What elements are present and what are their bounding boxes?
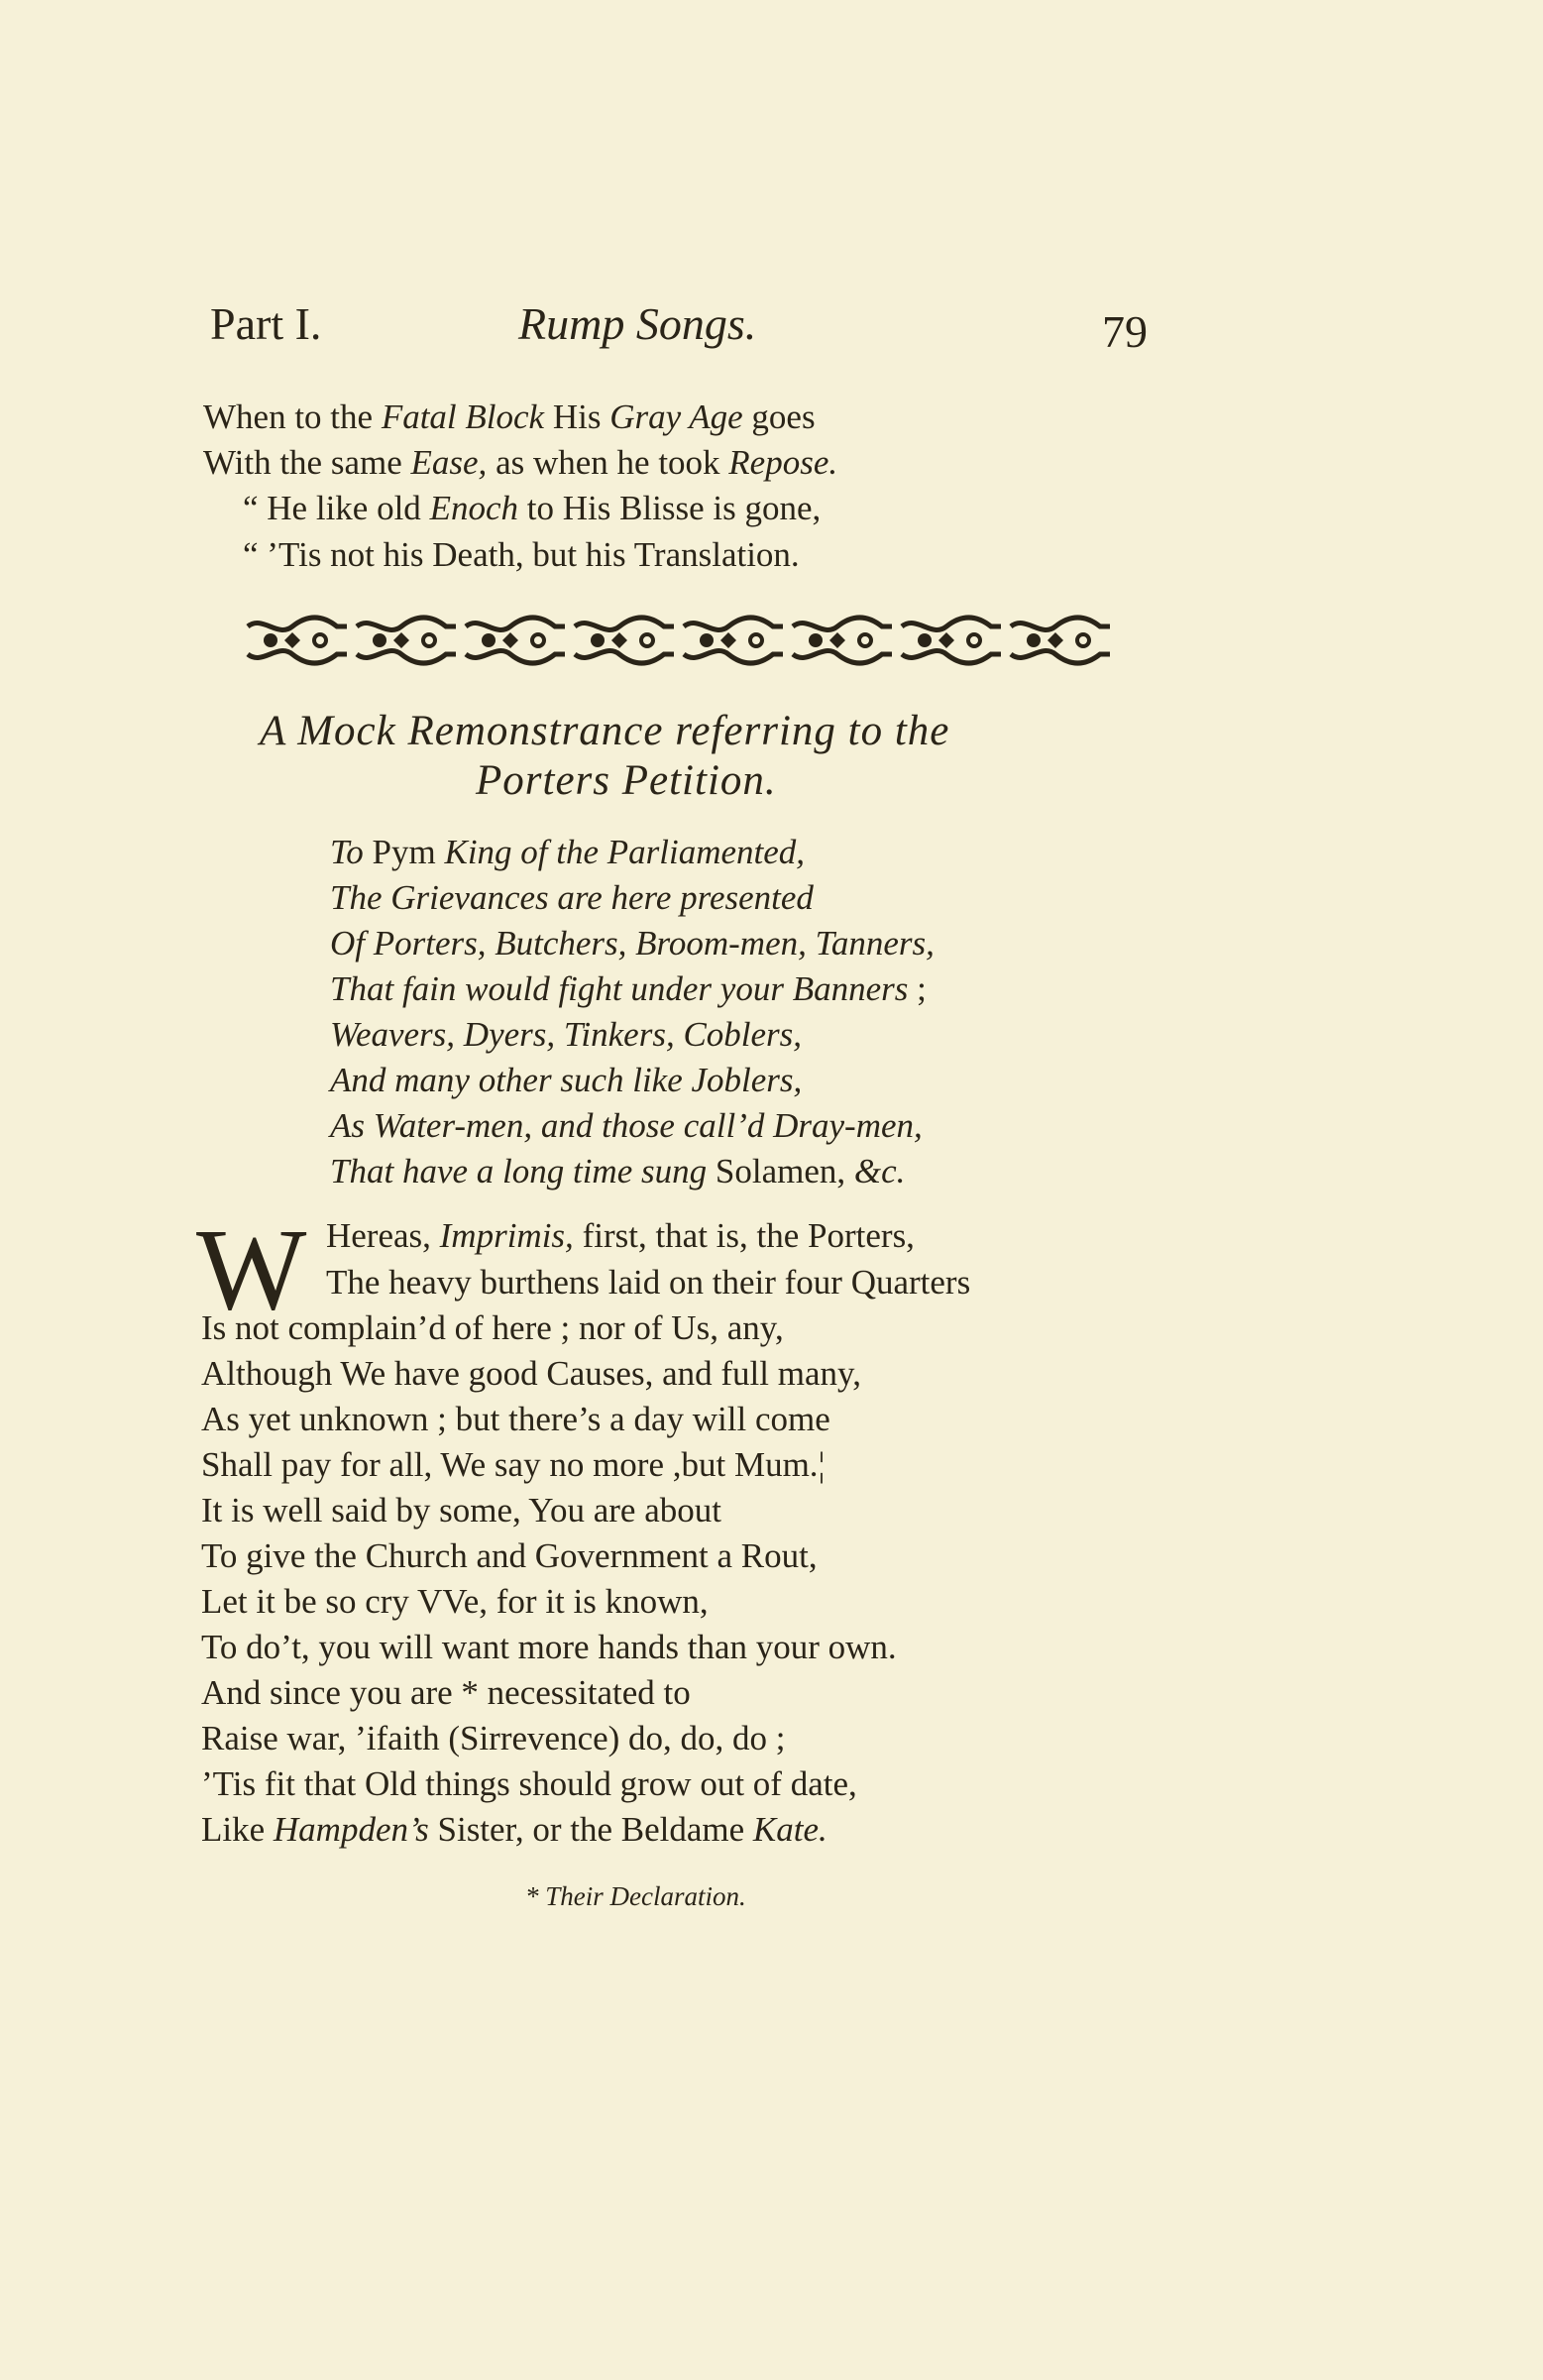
drop-cap: W <box>196 1204 307 1334</box>
verse-line <box>326 1265 970 1300</box>
italic-text: Repose. <box>728 443 838 482</box>
verse-line <box>243 491 821 525</box>
verse-line <box>201 1538 818 1573</box>
verse-line <box>201 1493 721 1528</box>
poem-title-line-1: A Mock Remonstrance referring to the <box>260 708 950 754</box>
italic-text: Kate. <box>752 1810 827 1849</box>
italic-text: The Grievances are here presented <box>330 878 814 917</box>
verse-line <box>330 1063 802 1097</box>
text-segment: as when he took <box>487 443 729 482</box>
text-segment: Although We have good Causes, and full many, <box>201 1354 861 1393</box>
part-label: Part I. <box>210 298 322 349</box>
text-segment: And since you are * necessitated to <box>201 1673 691 1712</box>
text-segment: ; <box>908 969 927 1008</box>
italic-text: Enoch <box>429 489 518 527</box>
italic-text: That fain would fight under your Banners <box>330 969 909 1008</box>
italic-text: Ease, <box>410 443 488 482</box>
verse-line <box>243 537 800 572</box>
verse-line <box>201 1630 897 1664</box>
text-segment: It is well said by some, You are about <box>201 1491 721 1530</box>
ornament-border-icon <box>243 613 1115 668</box>
verse-line <box>201 1356 861 1391</box>
text-segment: to His Blisse is gone, <box>517 489 822 527</box>
verse-line <box>201 1447 826 1482</box>
text-segment: first, that is, the Porters, <box>573 1216 915 1255</box>
verse-line <box>203 399 816 434</box>
text-segment: To do’t, you will want more hands than your own. <box>201 1628 897 1666</box>
text-segment: With the same <box>203 443 411 482</box>
text-segment: The heavy burthens laid on their four Quarters <box>326 1263 971 1302</box>
italic-text: Gray Age <box>609 397 743 436</box>
italic-text: And many other such like Joblers, <box>330 1061 803 1099</box>
verse-line <box>201 1584 709 1619</box>
italic-text: Fatal Block <box>381 397 545 436</box>
text-segment: Raise war, ’ifaith (Sirrevence) do, do, do ; <box>201 1719 786 1757</box>
text-segment: Sister, or the Beldame <box>428 1810 753 1849</box>
text-segment: As yet unknown ; but there’s a day will come <box>201 1400 830 1438</box>
text-segment: Solamen, <box>707 1152 854 1190</box>
italic-text: Of Porters, Butchers, Broom-men, Tanners, <box>330 924 935 963</box>
text-segment: Shall pay for all, We say no more ,but Mum.¦ <box>201 1445 826 1484</box>
verse-line <box>330 1108 923 1143</box>
text-segment: His <box>544 397 610 436</box>
poem-title-line-2: Porters Petition. <box>476 757 777 804</box>
text-segment: Like <box>201 1810 274 1849</box>
page-number: 79 <box>1102 306 1148 357</box>
text-segment: Hereas, <box>326 1216 440 1255</box>
text-segment: When to the <box>203 397 382 436</box>
verse-line <box>201 1721 786 1756</box>
verse-line <box>330 971 927 1006</box>
verse-line <box>330 1017 802 1052</box>
text-segment: “ ’Tis not his Death, but his Translation. <box>243 535 800 574</box>
verse-line <box>326 1218 915 1253</box>
text-segment: Let it be so cry VVe, for it is known, <box>201 1582 709 1621</box>
text-segment: To give the Church and Government a Rout, <box>201 1536 818 1575</box>
italic-text: &c. <box>853 1152 906 1190</box>
italic-text: Hampden’s <box>273 1810 429 1849</box>
italic-text: Imprimis, <box>439 1216 574 1255</box>
verse-line <box>330 835 805 869</box>
italic-text: To <box>330 833 364 871</box>
text-segment: goes <box>742 397 816 436</box>
italic-text: That have a long time sung <box>330 1152 708 1190</box>
italic-text: King of the Parliamented, <box>444 833 806 871</box>
verse-line <box>201 1402 830 1436</box>
text-segment: “ He like old <box>243 489 430 527</box>
text-segment: Is not complain’d of here ; nor of Us, any, <box>201 1308 784 1347</box>
italic-text: As Water-men, and those call’d Dray-men, <box>330 1106 923 1145</box>
verse-line <box>201 1766 857 1801</box>
verse-line <box>201 1812 827 1847</box>
verse-line <box>330 1154 905 1189</box>
italic-text: Weavers, Dyers, Tinkers, Coblers, <box>330 1015 803 1054</box>
verse-line <box>330 926 935 961</box>
text-segment: ’Tis fit that Old things should grow out of date, <box>201 1764 857 1803</box>
verse-line <box>330 880 814 915</box>
footnote: * Their Declaration. <box>525 1881 746 1911</box>
verse-line <box>201 1310 784 1345</box>
verse-line <box>203 445 837 480</box>
running-title: Rump Songs. <box>518 298 757 349</box>
verse-line <box>201 1675 691 1710</box>
text-segment: Pym <box>363 833 445 871</box>
